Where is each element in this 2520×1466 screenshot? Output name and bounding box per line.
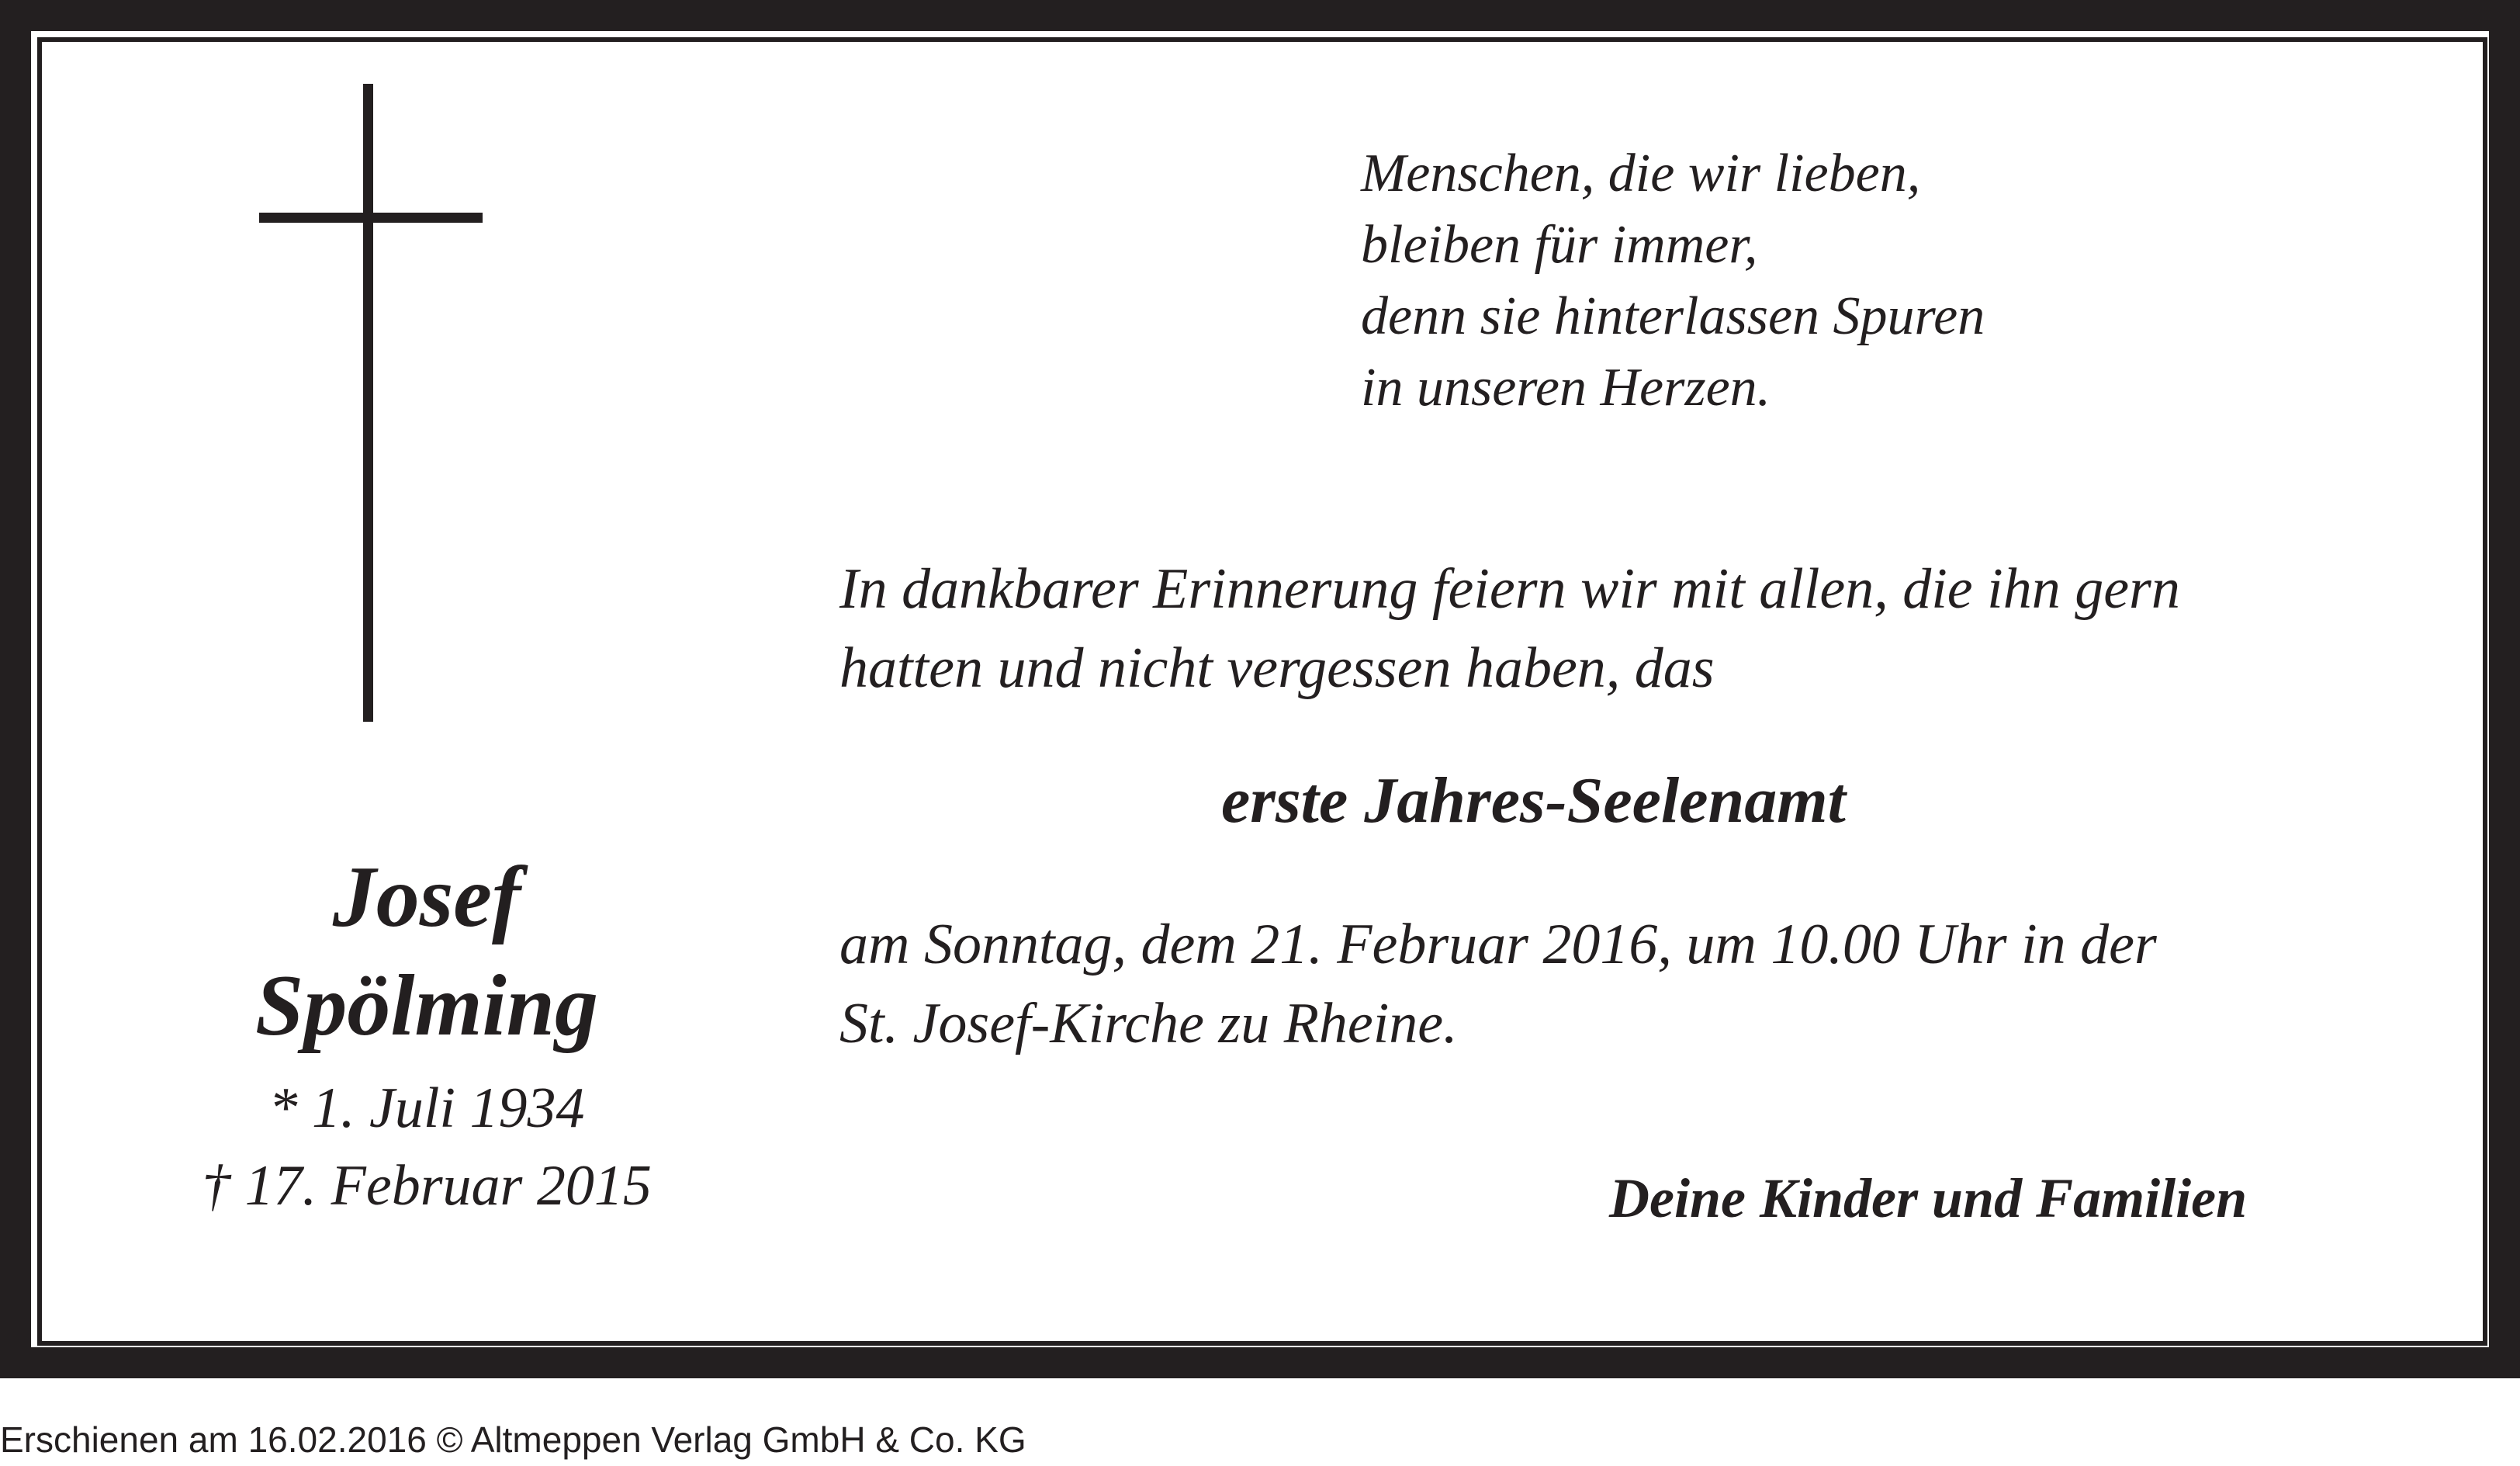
cross-horizontal-beam [259,213,483,223]
publication-footer: Erschienen am 16.02.2016 © Altmeppen Verlag GmbH & Co. KG [0,1419,1026,1460]
death-date: † 17. Februar 2015 [202,1154,652,1218]
deceased-last-name: Spölming [255,958,598,1054]
cross-icon [259,84,492,722]
intro-paragraph [839,549,2180,708]
service-line: St. Josef-Kirche zu Rheine. [839,992,1458,1055]
motto-line: in unseren Herzen. [1361,358,1771,418]
cross-vertical-beam [363,84,373,722]
service-title: erste Jahres-Seelenamt [1221,764,1846,837]
deceased-info [124,843,729,1225]
service-line: am Sonntag, dem 21. Februar 2016, um 10.00 Uhr in der [839,913,2157,976]
deceased-first-name: Josef [332,849,521,945]
motto-line: Menschen, die wir lieben, [1361,144,1921,203]
intro-line: In dankbarer Erinnerung feiern wir mit allen, die ihn gern [839,557,2180,621]
intro-line: hatten und nicht vergessen haben, das [839,636,1715,700]
memorial-motto [1361,138,1985,424]
service-details [839,905,2157,1063]
motto-line: denn sie hinterlassen Spuren [1361,286,1985,346]
family-signature: Deine Kinder und Familien [1609,1167,2248,1229]
birth-date: * 1. Juli 1934 [268,1076,585,1140]
motto-line: bleiben für immer, [1361,215,1758,275]
